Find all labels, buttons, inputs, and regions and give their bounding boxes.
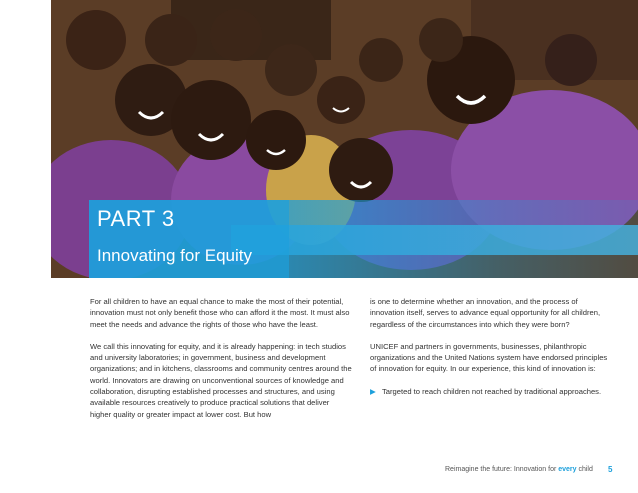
title-band-fade: [289, 200, 638, 278]
left-paragraph-2: We call this innovating for equity, and it is already happening: in tech studios and university laboratories; in government, business and development organizations; and in kitchens, classrooms and community centres around the world. Innovators are drawing on unconventional sources of knowledge and collaboration, disrupting established processes and structures, and using available resources creatively to produce practical solutions that deliver higher quality or greater impact at lower cost. But how: [90, 341, 352, 419]
footer-highlight: every: [558, 466, 577, 473]
part-title: Innovating for Equity: [97, 246, 252, 265]
right-column: [370, 296, 610, 397]
page-number: 5: [608, 465, 613, 474]
bullet-arrow-icon: ▶: [370, 386, 376, 396]
bullet-item: [370, 386, 610, 397]
right-paragraph-1: is one to determine whether an innovation, and the process of innovation itself, serves to advance equal opportunity for all children, regardless of the circumstances into which they were born?: [370, 297, 601, 329]
bullet-text: Targeted to reach children not reached by traditional approaches.: [382, 386, 602, 396]
left-paragraph-1: For all children to have an equal chance to make the most of their potential, innovation must not only benefit those who can afford it the most. It must also meet the needs and advance the rights of those who have the least.: [90, 297, 350, 329]
footer-prefix: Reimagine the future: Innovation for: [445, 466, 559, 473]
right-paragraph-2: UNICEF and partners in governments, businesses, philanthropic organizations and the United Nations system have endorsed principles of innovation for equity. In our experience, this kind of innovation is:: [370, 341, 608, 374]
footer-suffix: child: [576, 466, 593, 473]
footer-text: [445, 466, 593, 473]
left-column: [90, 296, 352, 431]
part-label: PART 3: [97, 206, 175, 231]
